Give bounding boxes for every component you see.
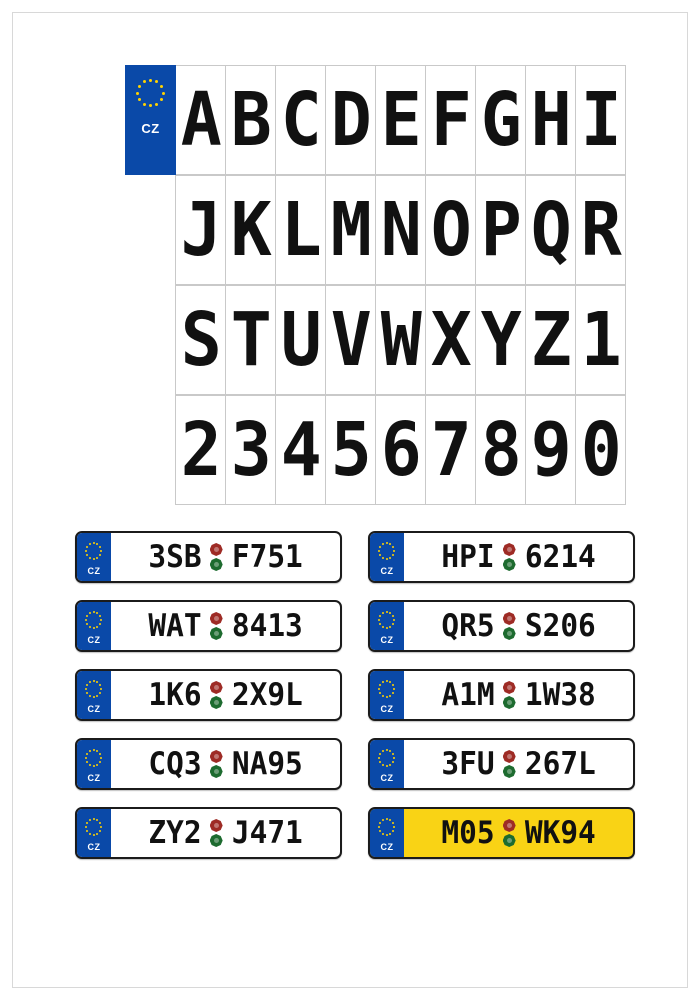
glyph: R [580, 187, 621, 273]
eu-badge [77, 740, 111, 788]
glyph: 4 [280, 407, 320, 493]
seal-green-icon [503, 558, 516, 571]
eu-stars-icon [376, 679, 398, 701]
plate-body [404, 809, 633, 857]
glyph-cell [475, 175, 526, 285]
country-code-label: CZ [380, 703, 394, 714]
seal-red-icon [210, 819, 223, 832]
country-code-label: CZ [141, 121, 160, 136]
eu-stars-icon [133, 75, 169, 111]
glyph: D [330, 77, 371, 163]
eu-stars-icon [376, 610, 398, 632]
glyph-cell [325, 175, 376, 285]
glyph: U [280, 297, 320, 383]
glyph-cell [375, 175, 426, 285]
glyph: I [580, 77, 621, 163]
plate-samples [75, 531, 635, 859]
eu-stars-icon [376, 817, 398, 839]
eu-stars-icon [83, 610, 105, 632]
glyph-row [126, 66, 626, 176]
eu-stars-icon [83, 679, 105, 701]
glyph: V [330, 297, 370, 383]
country-code-label: CZ [87, 703, 101, 714]
plate-body [111, 809, 340, 857]
license-plate [75, 600, 342, 652]
glyph-cell [475, 285, 526, 395]
glyph: Z [530, 297, 571, 383]
plate-body [404, 533, 633, 581]
seal-stack [503, 819, 516, 847]
seal-green-icon [210, 765, 223, 778]
glyph-cell [525, 395, 576, 505]
glyph: N [380, 187, 420, 273]
glyph-cell [525, 175, 576, 285]
seal-green-icon [503, 627, 516, 640]
seal-green-icon [503, 765, 516, 778]
plate-text-left: WAT [148, 607, 202, 644]
glyph-cell [325, 395, 376, 505]
glyph-cell [175, 65, 226, 175]
license-plate [75, 807, 342, 859]
plate-text-right: J471 [231, 814, 303, 851]
country-code-label: CZ [87, 772, 101, 783]
seal-stack [210, 612, 223, 640]
eu-stars-icon [83, 817, 105, 839]
eu-badge [77, 602, 111, 650]
plate-text-left: M05 [441, 814, 495, 851]
glyph: 6 [380, 407, 420, 493]
plate-text-right: S206 [524, 607, 596, 644]
country-code-label: CZ [380, 772, 394, 783]
glyph: P [480, 187, 521, 273]
glyph: 8 [480, 407, 521, 493]
glyph: Y [480, 297, 521, 383]
glyph: S [180, 297, 220, 383]
eu-badge [370, 533, 404, 581]
glyph: L [280, 187, 320, 273]
country-code-label: CZ [380, 634, 394, 645]
plate-body [111, 671, 340, 719]
glyph: T [230, 297, 270, 383]
glyph: H [530, 77, 571, 163]
glyph: 5 [330, 407, 370, 493]
plate-text-left: 1K6 [148, 676, 202, 713]
plate-text-left: 3FU [441, 745, 495, 782]
glyph-cell [575, 395, 626, 505]
seal-stack [210, 681, 223, 709]
glyph-cell [225, 175, 276, 285]
plate-text-right: F751 [231, 538, 303, 575]
seal-stack [503, 750, 516, 778]
eu-badge [370, 602, 404, 650]
eu-badge [77, 671, 111, 719]
glyph-cell [425, 65, 476, 175]
plate-body [111, 740, 340, 788]
glyph: J [180, 187, 220, 273]
glyph: C [280, 77, 321, 163]
glyph: 1 [580, 297, 621, 383]
seal-green-icon [503, 696, 516, 709]
glyph: B [230, 77, 271, 163]
glyph-cell [175, 395, 226, 505]
glyph-cell [175, 175, 226, 285]
eu-badge [77, 809, 111, 857]
seal-stack [210, 819, 223, 847]
glyph: W [380, 297, 420, 383]
country-code-label: CZ [87, 565, 101, 576]
seal-red-icon [503, 819, 516, 832]
glyph: K [230, 187, 270, 273]
plate-body [404, 671, 633, 719]
glyph: 0 [580, 407, 621, 493]
grid-spacer [125, 395, 176, 505]
eu-stars-icon [376, 748, 398, 770]
glyph-cell [175, 285, 226, 395]
country-code-label: CZ [380, 841, 394, 852]
seal-green-icon [210, 558, 223, 571]
glyph-cell [425, 285, 476, 395]
plate-text-left: 3SB [148, 538, 202, 575]
seal-green-icon [210, 627, 223, 640]
eu-stars-icon [83, 541, 105, 563]
country-code-label: CZ [380, 565, 394, 576]
seal-red-icon [210, 681, 223, 694]
glyph-cell [325, 285, 376, 395]
plate-text-left: A1M [441, 676, 495, 713]
glyph: A [180, 77, 221, 163]
grid-spacer [125, 175, 176, 285]
plate-text-right: 267L [524, 745, 596, 782]
eu-badge [370, 740, 404, 788]
plate-text-left: HPI [441, 538, 495, 575]
plate-text-left: QR5 [441, 607, 495, 644]
glyph-cell [275, 175, 326, 285]
glyph-cell [325, 65, 376, 175]
glyph-cell [425, 395, 476, 505]
glyph-cell [225, 65, 276, 175]
glyph: G [480, 77, 521, 163]
glyph-row [126, 396, 626, 506]
seal-stack [503, 612, 516, 640]
plate-text-right: 8413 [231, 607, 303, 644]
seal-green-icon [210, 696, 223, 709]
license-plate [75, 669, 342, 721]
license-plate [368, 738, 635, 790]
seal-green-icon [210, 834, 223, 847]
glyph-cell [225, 395, 276, 505]
plate-text-left: ZY2 [148, 814, 202, 851]
seal-red-icon [210, 612, 223, 625]
plate-text-right: 2X9L [231, 676, 303, 713]
country-code-label: CZ [87, 634, 101, 645]
glyph: 2 [180, 407, 220, 493]
sheet [12, 12, 688, 988]
license-plate [368, 669, 635, 721]
seal-red-icon [503, 681, 516, 694]
glyph-cell [275, 395, 326, 505]
eu-badge [370, 671, 404, 719]
glyph: O [430, 187, 471, 273]
license-plate [368, 600, 635, 652]
glyph-cell [275, 285, 326, 395]
glyph-cell [425, 175, 476, 285]
seal-red-icon [503, 750, 516, 763]
glyph-cell [375, 285, 426, 395]
plate-text-left: CQ3 [148, 745, 202, 782]
glyph-cell [475, 395, 526, 505]
glyph: F [430, 77, 471, 163]
plate-body [111, 533, 340, 581]
seal-stack [503, 681, 516, 709]
seal-red-icon [503, 543, 516, 556]
glyph: E [380, 77, 421, 163]
seal-stack [503, 543, 516, 571]
country-code-label: CZ [87, 841, 101, 852]
license-plate [368, 531, 635, 583]
plate-text-right: NA95 [231, 745, 303, 782]
glyph: 3 [230, 407, 270, 493]
glyph-cell [575, 175, 626, 285]
glyph: Q [530, 187, 571, 273]
license-plate [75, 531, 342, 583]
glyph-cell [275, 65, 326, 175]
plate-text-right: 6214 [524, 538, 596, 575]
seal-red-icon [210, 750, 223, 763]
grid-spacer [125, 285, 176, 395]
glyph-cell [575, 285, 626, 395]
seal-stack [210, 750, 223, 778]
plate-body [404, 740, 633, 788]
license-plate [75, 738, 342, 790]
glyph-row [126, 176, 626, 286]
eu-badge [370, 809, 404, 857]
eu-badge [125, 65, 176, 175]
seal-red-icon [503, 612, 516, 625]
seal-stack [210, 543, 223, 571]
eu-stars-icon [376, 541, 398, 563]
plate-body [111, 602, 340, 650]
character-grid [126, 66, 626, 506]
glyph-cell [525, 65, 576, 175]
glyph: X [430, 297, 471, 383]
eu-badge [77, 533, 111, 581]
glyph-cell [475, 65, 526, 175]
glyph-cell [575, 65, 626, 175]
plate-body [404, 602, 633, 650]
glyph-cell [375, 395, 426, 505]
eu-stars-icon [83, 748, 105, 770]
glyph-cell [375, 65, 426, 175]
plate-text-right: WK94 [524, 814, 596, 851]
seal-red-icon [210, 543, 223, 556]
glyph-row [126, 286, 626, 396]
glyph: 7 [430, 407, 471, 493]
glyph: 9 [530, 407, 571, 493]
seal-green-icon [503, 834, 516, 847]
glyph-cell [225, 285, 276, 395]
license-plate-yellow [368, 807, 635, 859]
glyph-cell [525, 285, 576, 395]
glyph: M [330, 187, 370, 273]
plate-text-right: 1W38 [524, 676, 596, 713]
